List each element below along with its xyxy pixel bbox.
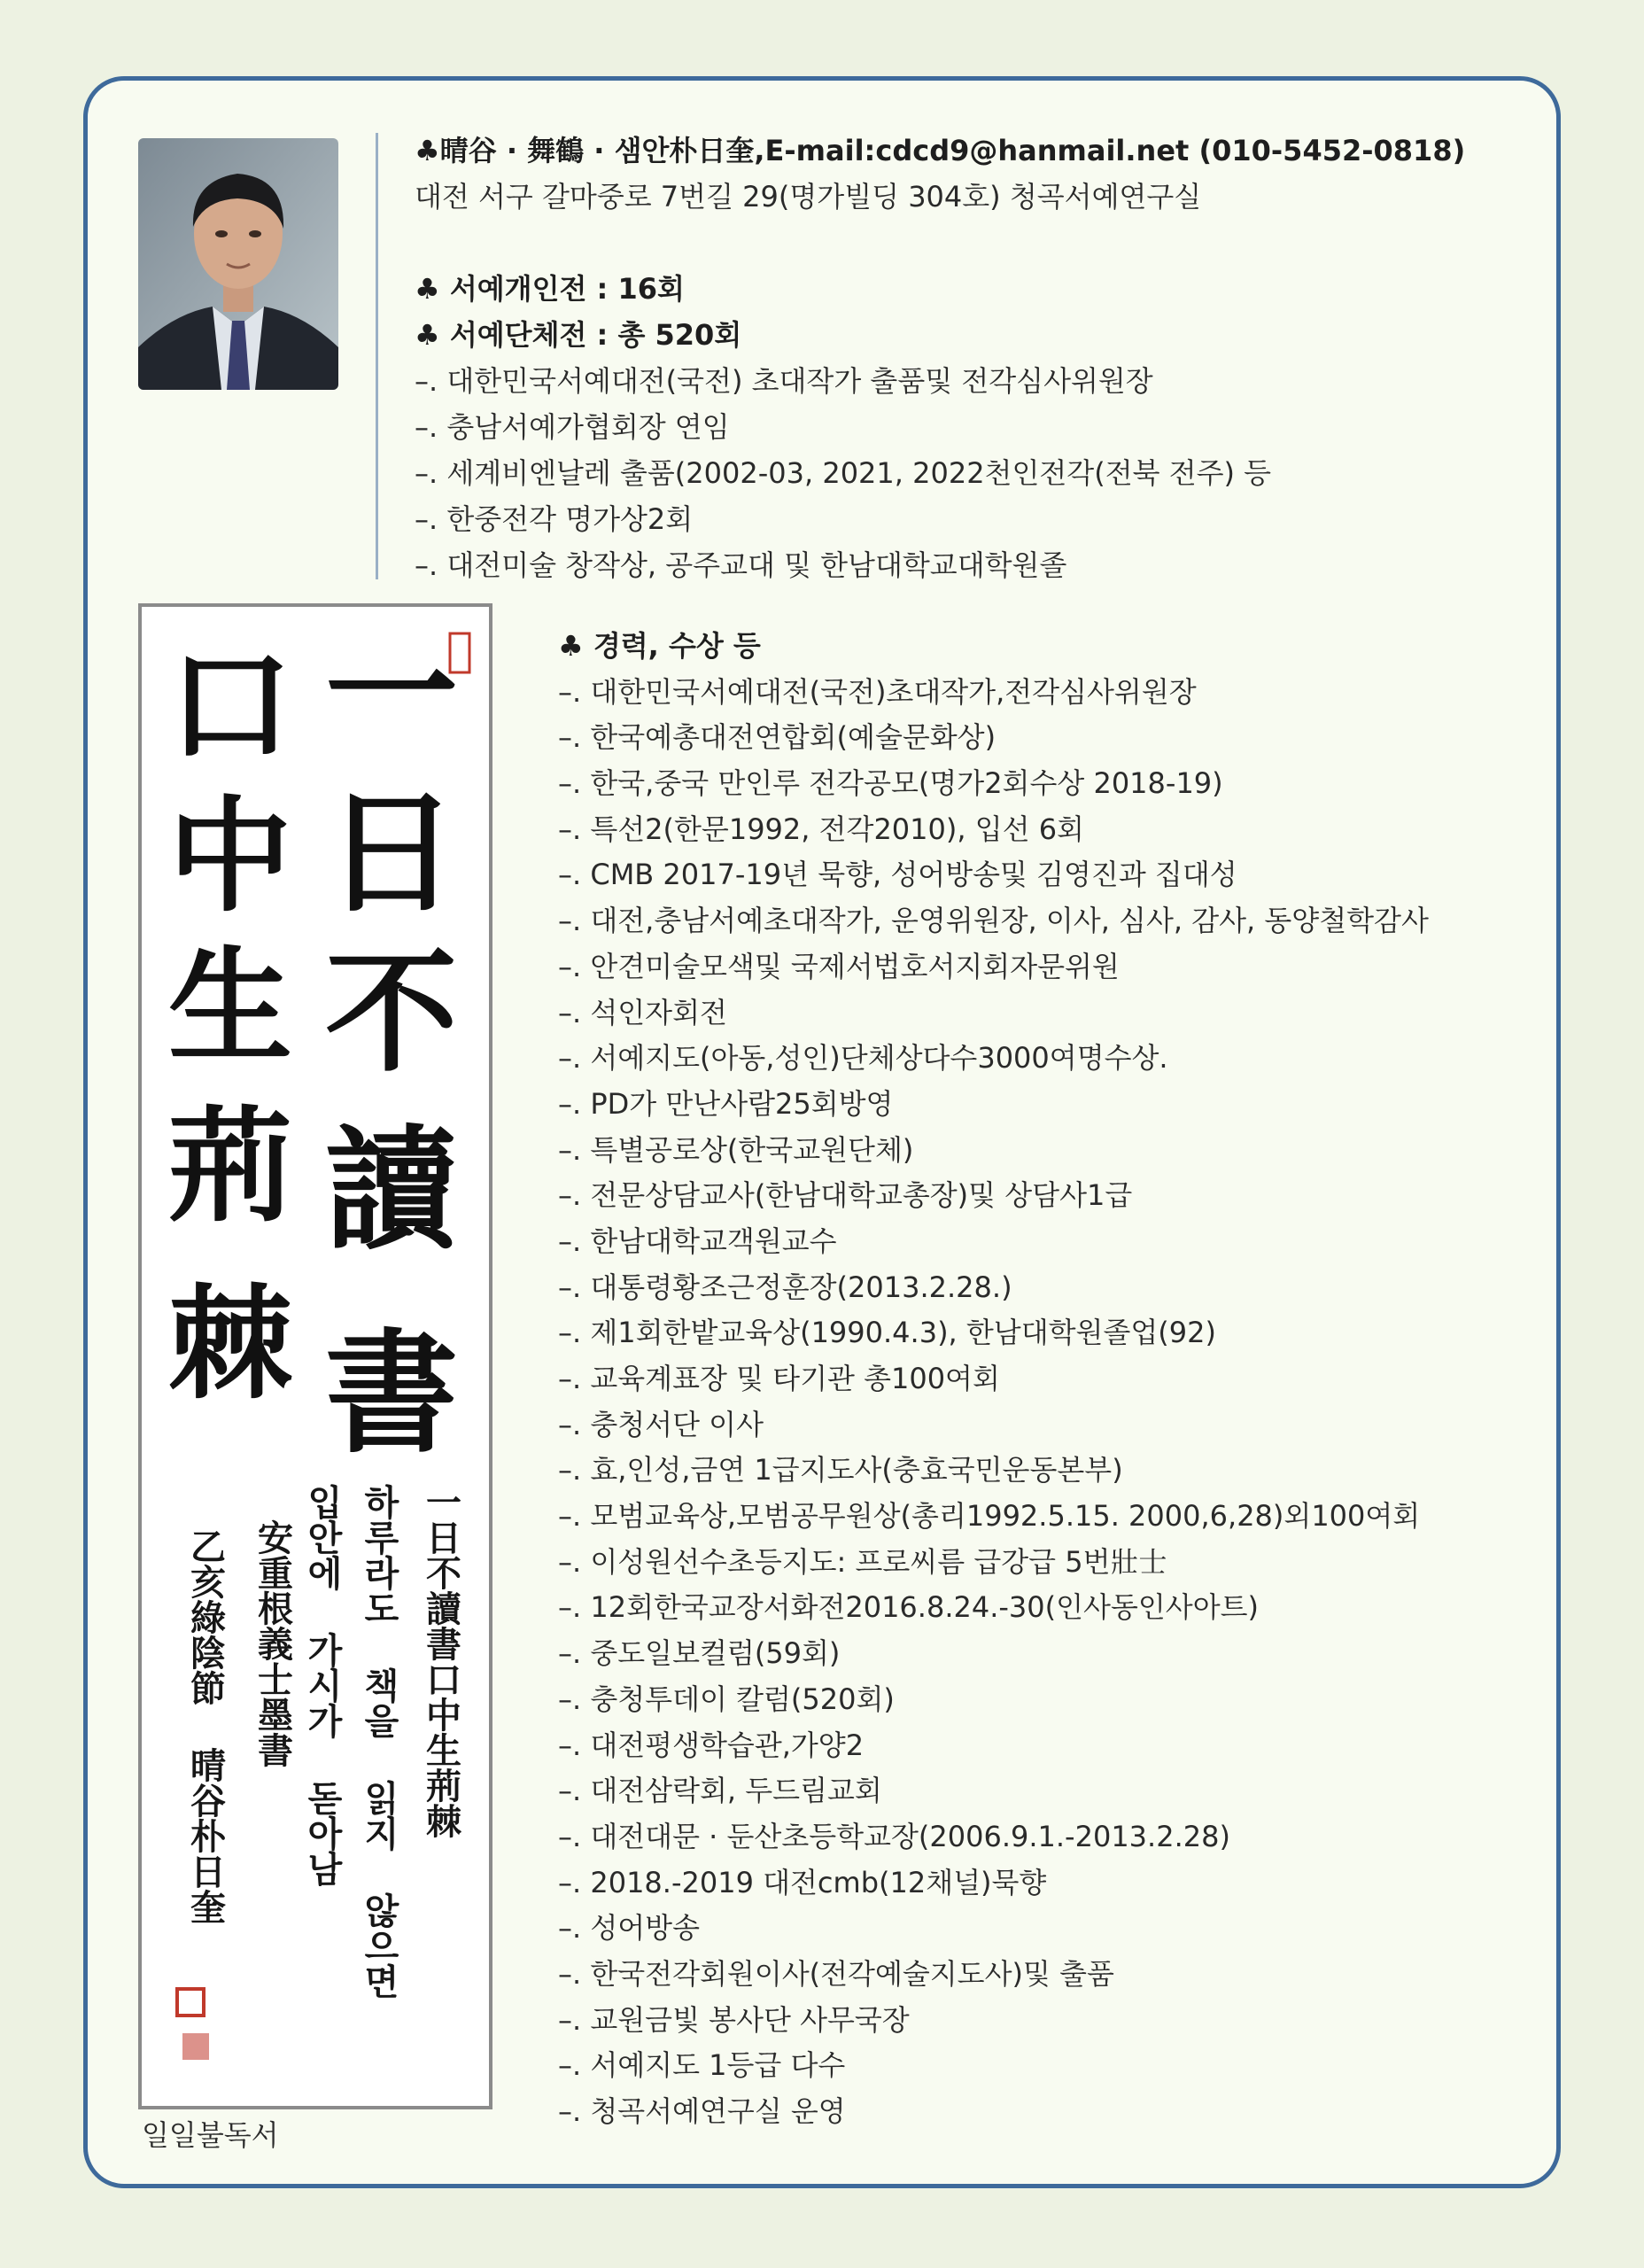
inscription-text: 安重根義士墨書 (252, 1519, 294, 1767)
career-item: –. 한국전각회원이사(전각예술지도사)및 출품 (558, 1956, 1114, 1991)
career-item: –. 서예지도 1등급 다수 (558, 2048, 846, 2083)
career-item: –. 충청서단 이사 (558, 1407, 764, 1441)
main-char: 荊 (167, 1094, 293, 1239)
profile-section (415, 128, 1531, 588)
address-line: 대전 서구 갈마중로 7번길 29(명가빌딩 304호) 청곡서예연구실 (415, 180, 1202, 214)
main-char: 一 (324, 616, 459, 772)
main-char: 口 (167, 633, 293, 779)
main-char: 日 (324, 775, 459, 931)
career-item: –. 전문상담교사(한남대학교총장)및 상담사1급 (558, 1178, 1133, 1213)
profile-item: –. 대한민국서예대전(국전) 초대작가 출품및 전각심사위원장 (415, 364, 1153, 398)
career-item: –. 석인자회전 (558, 995, 727, 1029)
career-item: –. 교육계표장 및 타기관 총100여회 (558, 1362, 1000, 1395)
solo-exhibitions: ♣ 서예개인전 : 16회 (415, 272, 685, 306)
career-item: –. 2018.-2019 대전cmb(12채널)묵향 (558, 1865, 1047, 1899)
calligraphy-artwork (138, 603, 492, 2109)
career-item: –. 효,인성,금연 1급지도사(충효국민운동본부) (558, 1453, 1123, 1487)
career-item: –. 중도일보컬럼(59회) (558, 1636, 841, 1671)
inscription-text: 입안에 가시가 돋아남 (301, 1484, 344, 1886)
divider-line (376, 133, 378, 579)
profile-item: –. 충남서예가협회장 연임 (415, 410, 730, 444)
group-exhibitions: ♣ 서예단체전 : 총 520회 (415, 318, 742, 352)
career-item: –. 모범교육상,모범공무원상(총리1992.5.15. 2000,6,28)외100여회 (558, 1499, 1421, 1534)
artwork-caption: 일일불독서 (142, 2118, 279, 2152)
main-char: 生 (167, 935, 293, 1080)
career-item: –. 서예지도(아동,성인)단체상다수3000여명수상. (558, 1041, 1168, 1076)
career-list (558, 670, 1532, 2135)
career-item: –. 12회한국교장서화전2016.8.24.-30(인사동인사아트) (558, 1590, 1260, 1625)
career-item: –. 성어방송 (558, 1911, 700, 1946)
main-char: 讀 (324, 1112, 459, 1268)
profile-item: –. 대전미술 창작상, 공주교대 및 한남대학교대학원졸 (415, 548, 1067, 582)
career-item: –. 충청투데이 칼럼(520회) (558, 1682, 895, 1716)
main-char: 不 (324, 935, 459, 1091)
career-item: –. 대전대문 · 둔산초등학교장(2006.9.1.-2013.2.28) (558, 1819, 1230, 1853)
inscription-text: 乙亥綠陰節 晴谷朴日奎 (184, 1528, 227, 1924)
career-item: –. 한국예총대전연합회(예술문화상) (558, 720, 996, 755)
career-item: –. 청곡서예연구실 운영 (558, 2094, 846, 2128)
career-item: –. 이성원선수초등지도: 프로씨름 급강급 5번壯士 (558, 1544, 1167, 1579)
career-item: –. 대한민국서예대전(국전)초대작가,전각심사위원장 (558, 674, 1197, 709)
inscription-text: 하루라도 책을 읽지 않으면 (358, 1484, 400, 1999)
career-item: –. 특별공로상(한국교원단체) (558, 1132, 914, 1167)
career-section (558, 624, 1532, 2135)
author-photo (138, 138, 338, 390)
career-heading: ♣ 경력, 수상 등 (558, 629, 761, 663)
career-item: –. 제1회한밭교육상(1990.4.3), 한남대학원졸업(92) (558, 1316, 1216, 1350)
career-item: –. 한국,중국 만인루 전각공모(명가2회수상 2018-19) (558, 766, 1223, 801)
portrait-image (138, 138, 338, 390)
career-item: –. 대통령황조근정훈장(2013.2.28.) (558, 1270, 1012, 1304)
calligraphy-scroll (142, 607, 489, 2106)
career-item: –. CMB 2017-19년 묵향, 성어방송및 김영진과 집대성 (558, 858, 1237, 892)
seal-stamp (182, 2033, 209, 2060)
profile-item: –. 한중전각 명가상2회 (415, 502, 694, 536)
career-item: –. 한남대학교객원교수 (558, 1223, 837, 1258)
career-item: –. 대전,충남서예초대작가, 운영위원장, 이사, 심사, 감사, 동양철학감사 (558, 904, 1429, 938)
profile-item: –. 세계비엔날레 출품(2002-03, 2021, 2022천인전각(전북 전주) 등 (415, 456, 1272, 490)
career-item: –. 대전평생학습관,가양2 (558, 1728, 865, 1762)
seal-stamp (177, 1989, 204, 2016)
career-item: –. 특선2(한문1992, 전각2010), 입선 6회 (558, 812, 1084, 846)
contact-line: ♣晴谷 · 舞鶴 · 샘안朴日奎,E-mail:cdcd9@hanmail.net (010-5452-0818) (415, 134, 1466, 167)
main-char: 棘 (167, 1271, 293, 1417)
career-item: –. PD가 만난사람25회방영 (558, 1086, 894, 1121)
inscription-text: 一日不讀書口中生荊棘 (420, 1484, 462, 1838)
career-item: –. 대전삼락회, 두드림교회 (558, 1774, 882, 1808)
career-item: –. 안견미술모색및 국제서법호서지회자문위원 (558, 949, 1120, 983)
main-char: 書 (324, 1316, 459, 1472)
career-item: –. 교원금빛 봉사단 사무국장 (558, 2002, 910, 2037)
main-char: 中 (167, 784, 293, 929)
